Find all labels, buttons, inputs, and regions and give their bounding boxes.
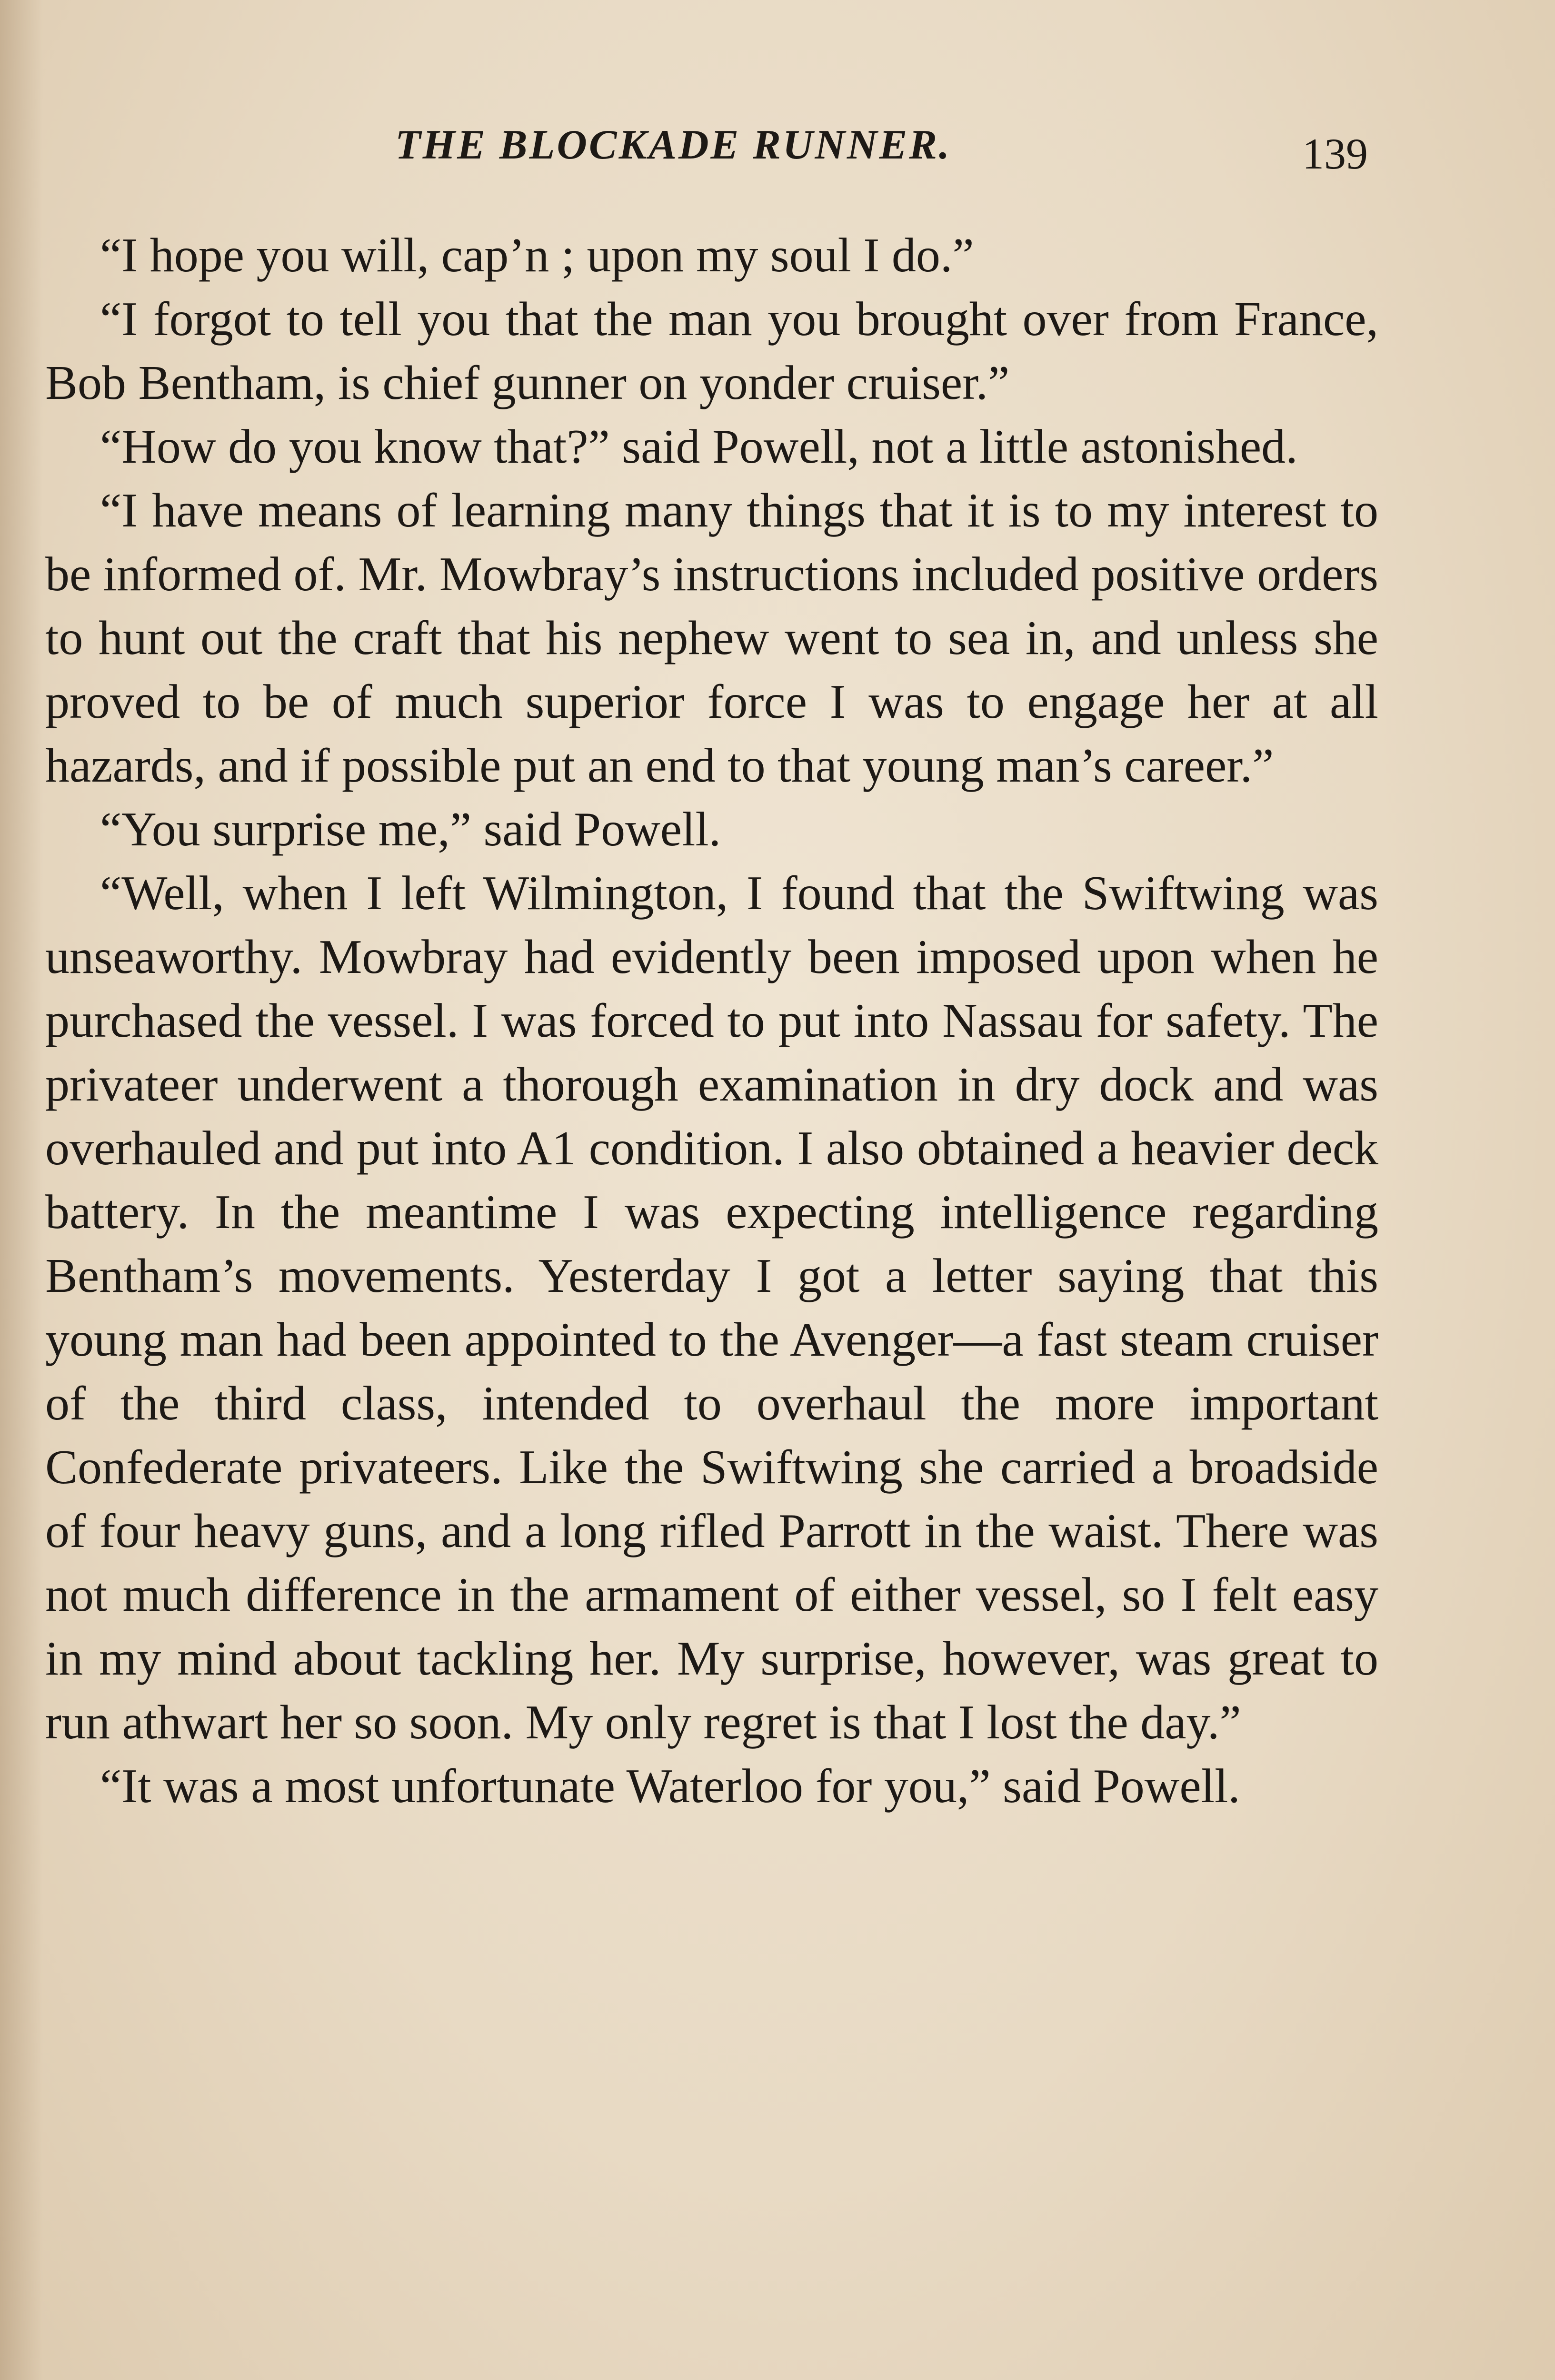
paragraph-5: “You surprise me,” said Powell. [100, 803, 721, 856]
body-text [45, 224, 1378, 1818]
paragraph-6: “Well, when I left Wilmington, I found that the Swiftwing was unseaworthy. Mowbray had evidently been imposed upon when he purchased the vessel. I was forced to put into Nassau for safety. The privateer underwent a thorough examination in dry dock and was overhauled and put into A1 condition. I also obtained a heavier deck battery. In the meantime I was expecting intelligence regarding Bentham’s movements. Yesterday I got a letter saying that this young man had been appointed to the Avenger—a fast steam cruiser of the third class, intended to overhaul the more important Confederate privateers. Like the Swiftwing she carried a broadside of four heavy guns, and a long rifled Parrott in the waist. There was not much difference in the armament of either vessel, so I felt easy in my mind about tackling her. My surprise, however, was great to run athwart her so soon. My only regret is that I lost the day.” [45, 866, 1378, 1749]
paragraph-7: “It was a most unfortunate Waterloo for you,” said Powell. [100, 1759, 1240, 1813]
paragraph-2: “I forgot to tell you that the man you brought over from France, Bob Bentham, is chief gunner on yonder cruiser.” [45, 292, 1378, 410]
paragraph-3: “How do you know that?” said Powell, not a little astonished. [100, 420, 1298, 474]
page-gutter-shadow [0, 0, 43, 2380]
page-number: 139 [1302, 129, 1368, 178]
paragraph-4: “I have means of learning many things that it is to my interest to be informed of. Mr. Mowbray’s instructions included positive orders to hunt out the craft that his nephew went to sea in, and unless she proved to be of much superior force I was to engage her at all hazards, and if possible put an end to that young man’s career.” [45, 484, 1378, 793]
paragraph-1: “I hope you will, cap’n ; upon my soul I do.” [100, 228, 974, 282]
running-title: THE BLOCKADE RUNNER. [395, 122, 951, 168]
page-header [0, 114, 1555, 181]
